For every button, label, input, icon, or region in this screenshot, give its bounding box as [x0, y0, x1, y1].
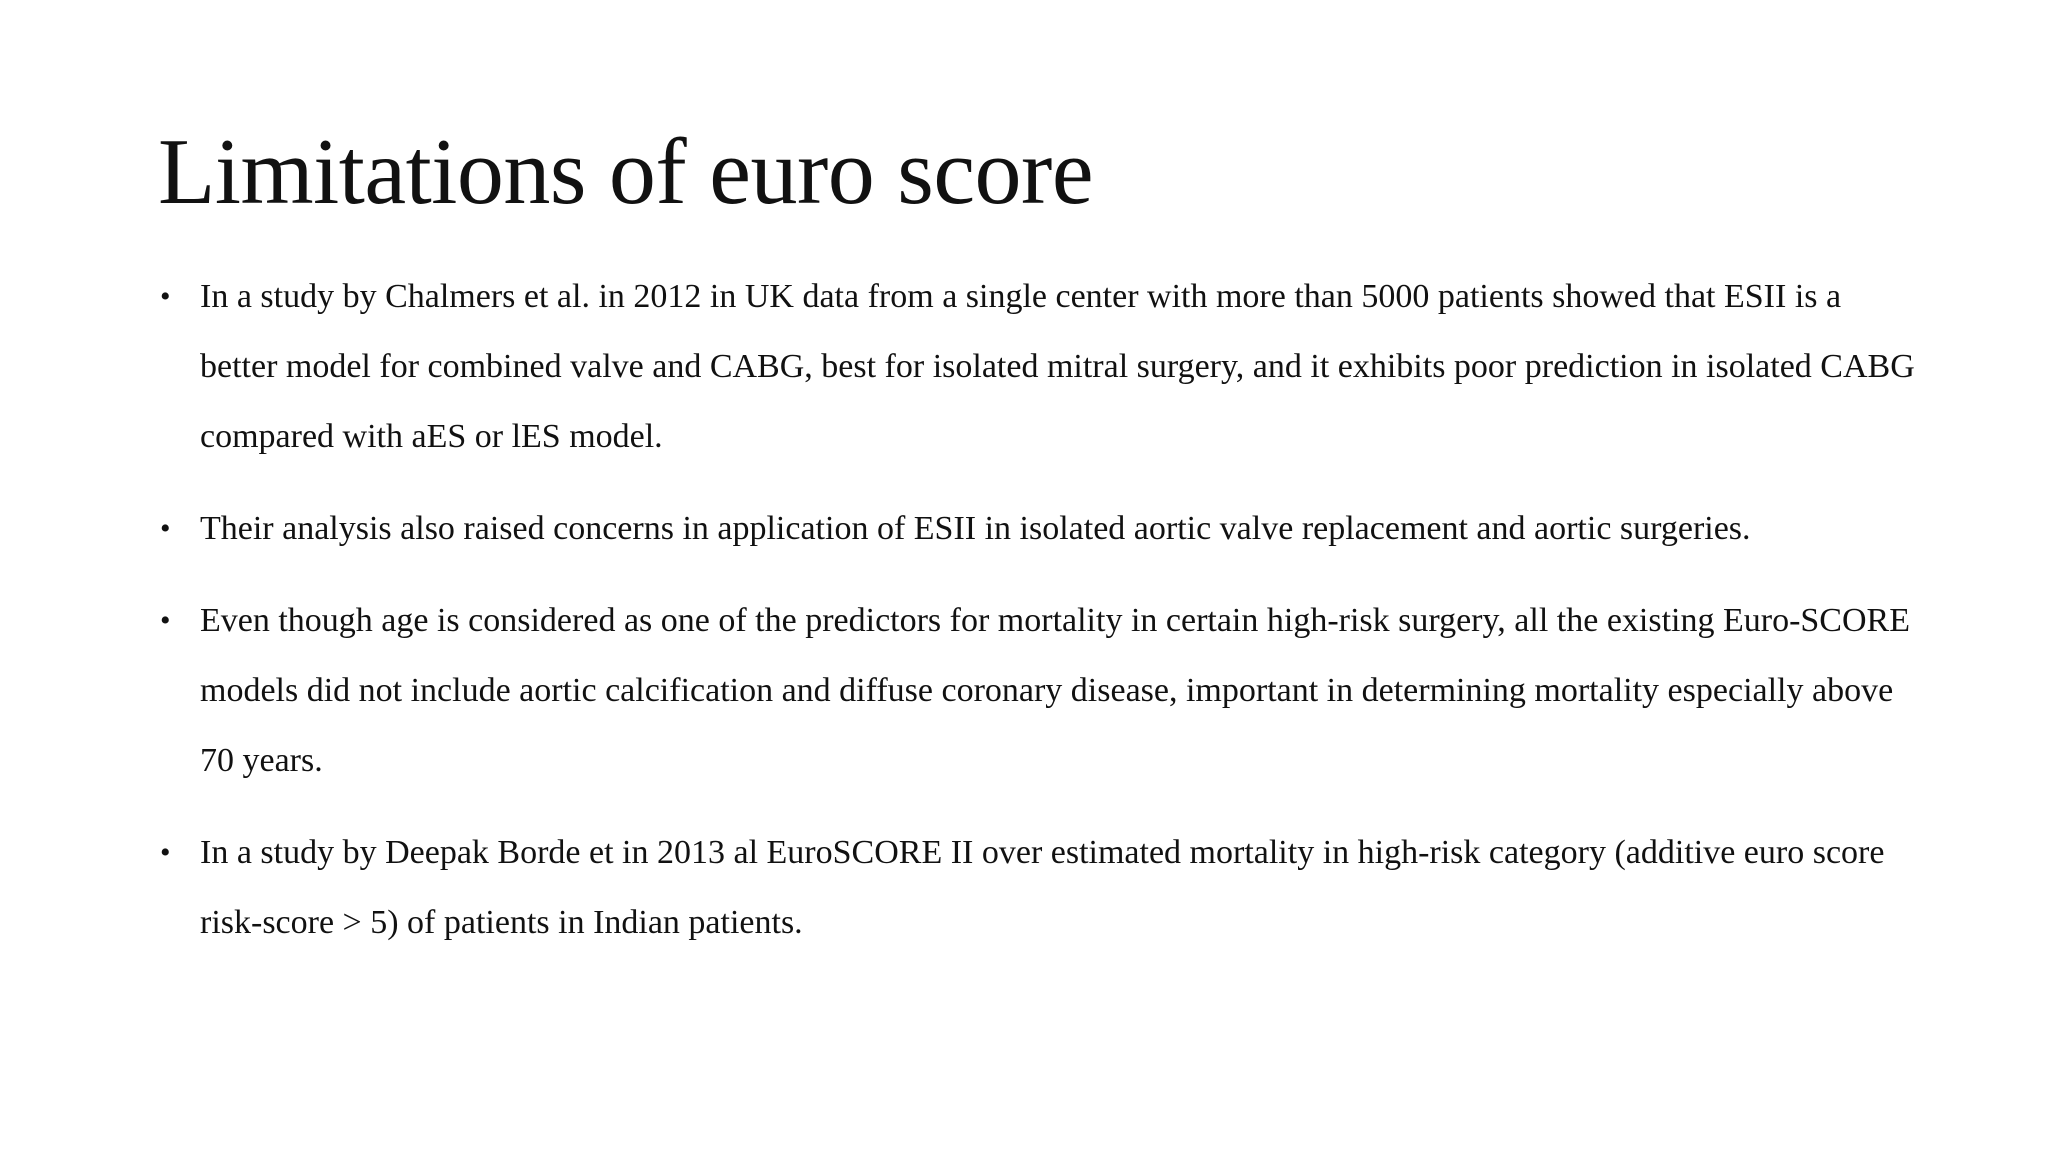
bullet-text: In a study by Chalmers et al. in 2012 in UK data from a single center with more than 5000 patients showed that ESII is a better model for combined valve and CABG, best for isolated mitral surgery, and it exhibits poor prediction in isolated CABG compared with aES or lES model. [200, 278, 1915, 455]
bullet-list [158, 262, 1918, 980]
bullet-text: In a study by Deepak Borde et in 2013 al EuroSCORE II over estimated mortality in high-risk category (additive euro score risk-score > 5) of patients in Indian patients. [200, 834, 1885, 941]
bullet-text: Even though age is considered as one of the predictors for mortality in certain high-risk surgery, all the existing Euro-SCORE models did not include aortic calcification and diffuse coronary disease, important in determining mortality especially above 70 years. [200, 602, 1910, 779]
bullet-icon: • [160, 836, 171, 869]
bullet-icon: • [160, 512, 171, 545]
bullet-item [158, 586, 1918, 796]
bullet-icon: • [160, 280, 171, 313]
slide-title: Limitations of euro score [158, 120, 1094, 224]
bullet-item [158, 818, 1918, 958]
bullet-icon: • [160, 604, 171, 637]
bullet-text: Their analysis also raised concerns in application of ESII in isolated aortic valve replacement and aortic surgeries. [200, 510, 1751, 547]
bullet-item [158, 262, 1918, 472]
bullet-item [158, 494, 1918, 564]
